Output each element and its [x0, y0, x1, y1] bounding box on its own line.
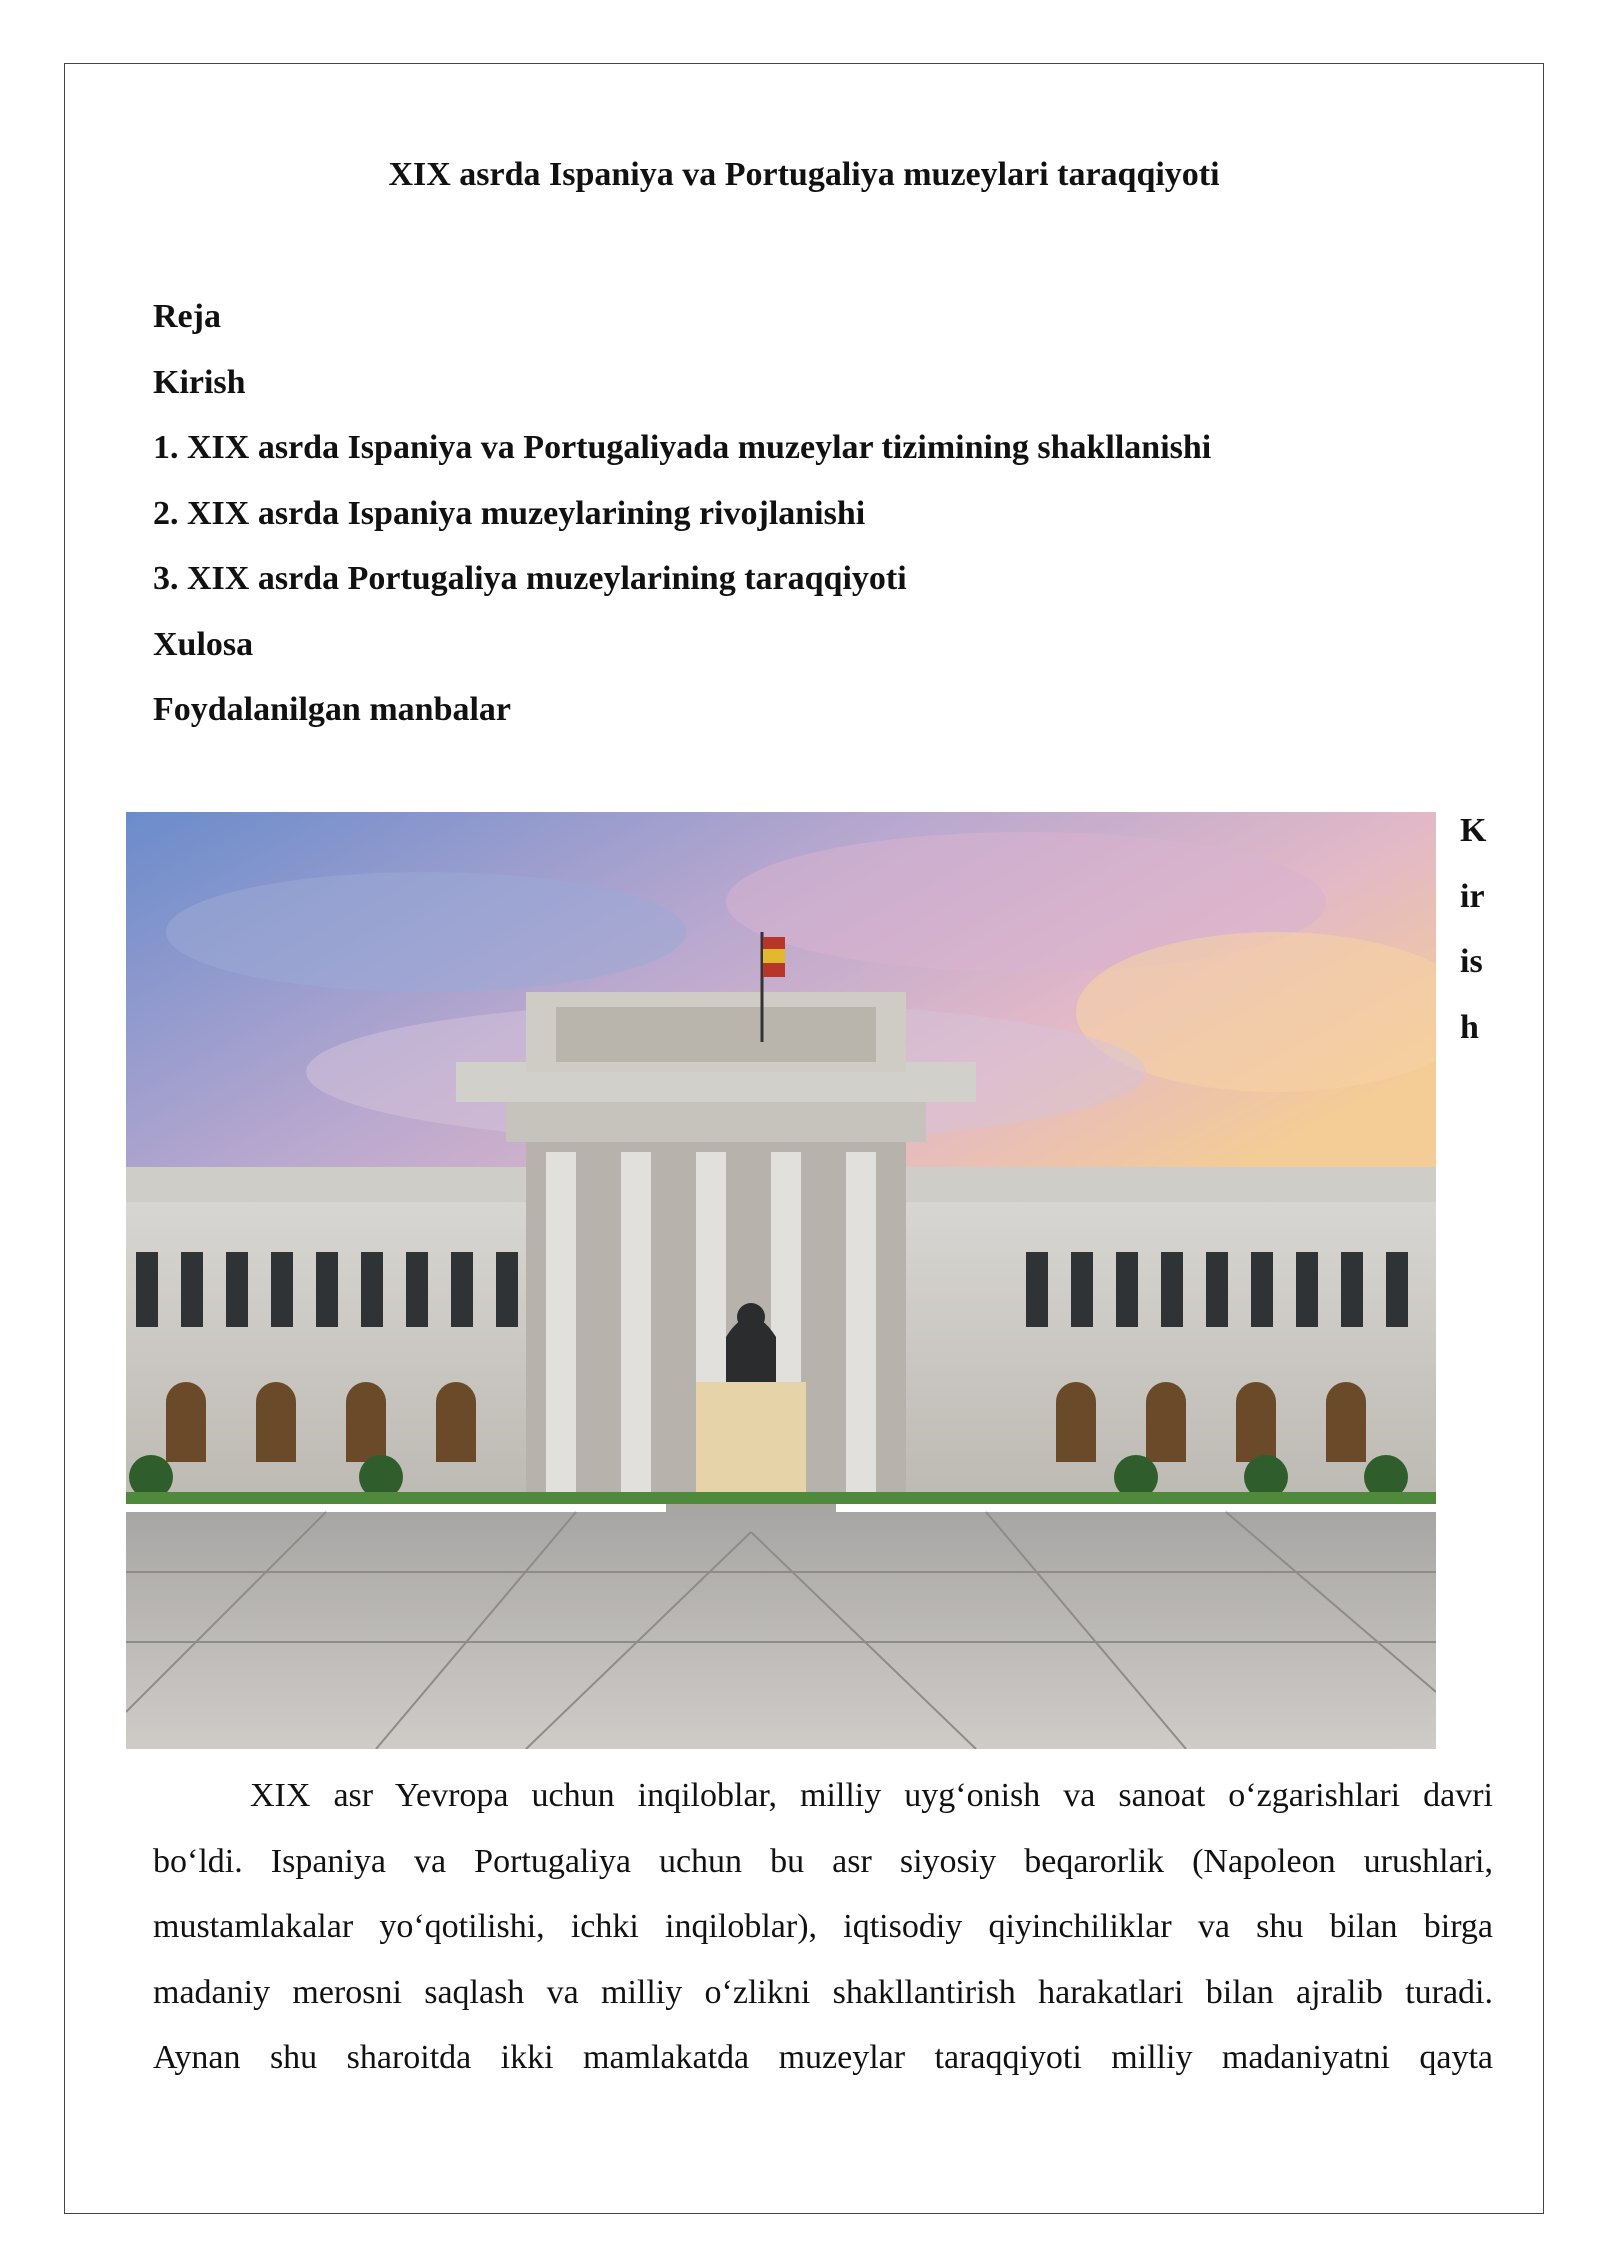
toc-item: Foydalanilgan manbalar	[153, 691, 512, 728]
document-title: XIX asrda Ispaniya va Portugaliya muzeylari taraqqiyoti	[388, 156, 1220, 193]
plaza	[126, 1512, 1436, 1749]
side-heading-fragment: K	[1460, 812, 1487, 849]
body-line: bo‘ldi. Ispaniya va Portugaliya uchun bu asr siyosiy beqarorlik (Napoleon urushlari,	[153, 1842, 1493, 1880]
statue-pedestal	[696, 1382, 806, 1492]
toc-item: 3. XIX asrda Portugaliya muzeylarining taraqqiyoti	[153, 560, 907, 597]
museum-photo	[126, 812, 1436, 1749]
body-line: madaniy merosni saqlash va milliy o‘zlikni shakllantirish harakatlari bilan ajralib turadi.	[153, 1973, 1493, 2011]
body-paragraph	[153, 1763, 1493, 2091]
side-heading-fragment: h	[1460, 1008, 1479, 1046]
body-line: Aynan shu sharoitda ikki mamlakatda muzeylar taraqqiyoti milliy madaniyatni qayta	[153, 2039, 1493, 2076]
side-heading	[1460, 798, 1500, 1060]
relief-frieze	[556, 1007, 876, 1062]
side-heading-fragment: ir	[1460, 877, 1485, 915]
toc-item: Reja	[153, 298, 221, 335]
table-of-contents	[153, 284, 1211, 743]
museum-illustration	[126, 812, 1436, 1749]
toc-item: 1. XIX asrda Ispaniya va Portugaliyada muzeylar tizimining shakllanishi	[153, 429, 1212, 466]
toc-item: Xulosa	[153, 625, 254, 663]
side-heading-fragment: is	[1460, 943, 1483, 980]
body-line: mustamlakalar yo‘qotilishi, ichki inqiloblar), iqtisodiy qiyinchiliklar va shu bilan birga	[153, 1908, 1493, 1945]
body-line: XIX asr Yevropa uchun inqiloblar, milliy uyg‘onish va sanoat o‘zgarishlari davri	[250, 1777, 1493, 1814]
toc-item: Kirish	[153, 363, 246, 401]
toc-item: 2. XIX asrda Ispaniya muzeylarining rivojlanishi	[153, 494, 866, 532]
